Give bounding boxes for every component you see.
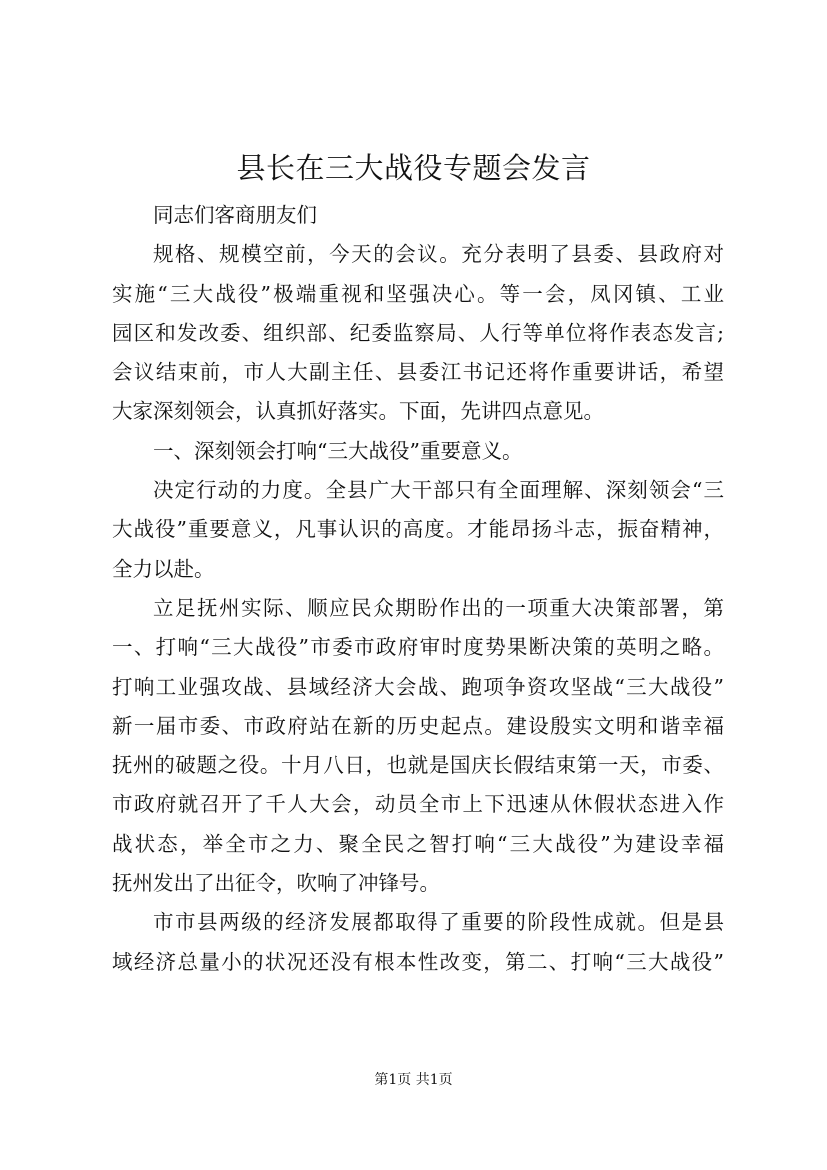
text-line: 域经济总量小的状况还没有根本性改变，第二、打响“三大战役” bbox=[112, 949, 724, 974]
text-line: 新一届市委、市政府站在新的历史起点。建设殷实文明和谐幸福 bbox=[112, 713, 724, 738]
text-line: 一、深刻领会打响“三大战役”重要意义。 bbox=[153, 438, 523, 463]
text-line: 大家深刻领会，认真抓好落实。下面，先讲四点意见。 bbox=[112, 399, 604, 424]
text-line: 实施“三大战役”极端重视和坚强决心。等一会，凤冈镇、工业 bbox=[112, 281, 724, 306]
document-title: 县长在三大战役专题会发言 bbox=[236, 151, 591, 185]
text-line: 一、打响“三大战役”市委市政府审时度势果断决策的英明之略。 bbox=[112, 635, 724, 660]
text-line: 全力以赴。 bbox=[112, 556, 215, 581]
text-line: 规格、规模空前，今天的会议。充分表明了县委、县政府对 bbox=[153, 242, 724, 267]
page-footer: 第1页 共1页 bbox=[374, 1072, 453, 1088]
text-line: 园区和发改委、组织部、纪委监察局、人行等单位将作表态发言; bbox=[112, 320, 724, 345]
document-body bbox=[112, 196, 724, 982]
text-line: 市市县两级的经济发展都取得了重要的阶段性成就。但是县 bbox=[153, 910, 724, 935]
text-line: 同志们客商朋友们 bbox=[153, 203, 317, 227]
text-line: 会议结束前，市人大副主任、县委江书记还将作重要讲话，希望 bbox=[112, 360, 724, 385]
text-line: 立足抚州实际、顺应民众期盼作出的一项重大决策部署，第 bbox=[153, 595, 724, 620]
text-line: 战状态，举全市之力、聚全民之智打响“三大战役”为建设幸福 bbox=[112, 831, 724, 856]
text-line: 抚州的破题之役。十月八日，也就是国庆长假结束第一天，市委、 bbox=[112, 753, 724, 778]
text-line: 决定行动的力度。全县广大干部只有全面理解、深刻领会“三 bbox=[153, 478, 724, 503]
text-line: 打响工业强攻战、县域经济大会战、跑项争资攻坚战“三大战役” bbox=[112, 674, 724, 699]
text-line: 市政府就召开了千人大会，动员全市上下迅速从休假状态进入作 bbox=[112, 792, 724, 817]
text-line: 大战役”重要意义，凡事认识的高度。才能昂扬斗志，振奋精神， bbox=[112, 517, 724, 542]
text-line: 抚州发出了出征令，吹响了冲锋号。 bbox=[112, 871, 440, 896]
